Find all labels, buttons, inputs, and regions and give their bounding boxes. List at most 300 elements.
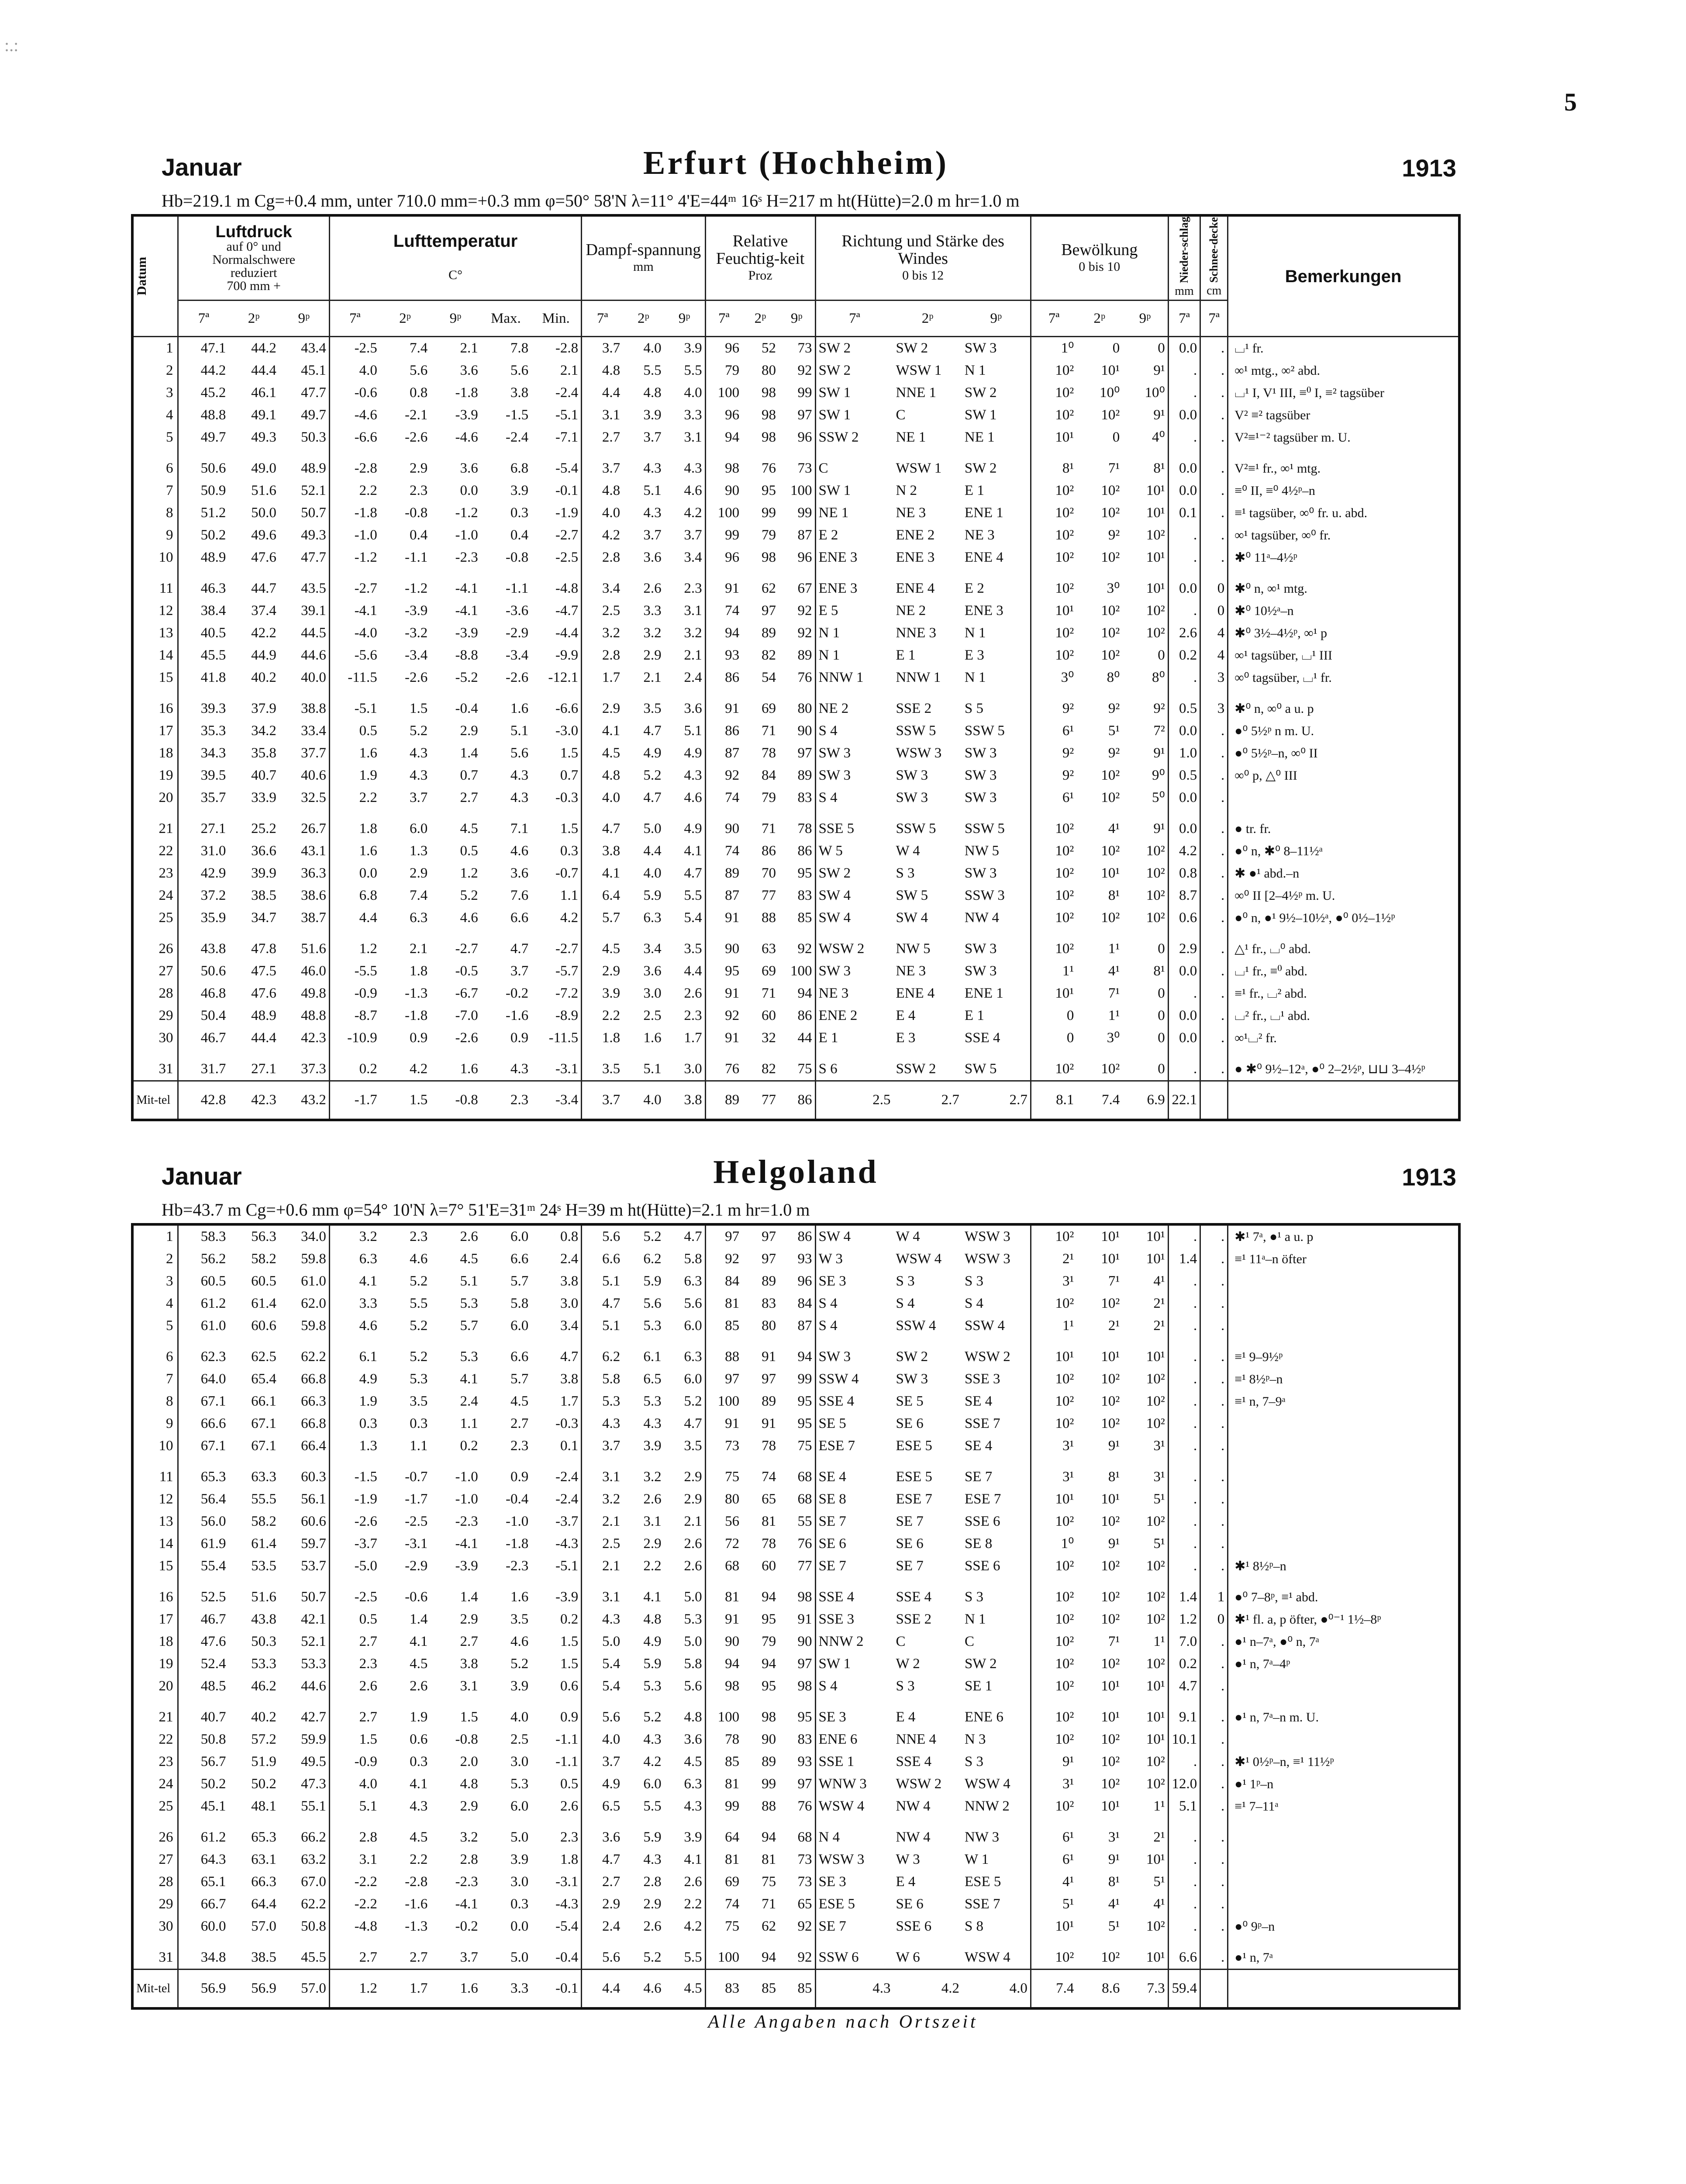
data-cell: . (1200, 1751, 1228, 1773)
data-cell: 4.3 (684, 460, 702, 477)
data-cell: 2¹ (1153, 1829, 1165, 1845)
data-cell: 9² (1108, 745, 1120, 761)
remark-cell (1228, 1292, 1459, 1315)
data-cell: 10² (1146, 1656, 1165, 1672)
data-cell: . (1200, 404, 1228, 426)
data-cell: 91 (705, 1027, 742, 1049)
data-cell: SE 4 (815, 1466, 893, 1488)
spacer-cell (329, 689, 379, 698)
table-row (132, 426, 1459, 449)
data-cell: . (1200, 426, 1228, 449)
row-spacer (132, 1697, 1459, 1706)
remark-cell: ●⁰ 9ᵖ–n (1228, 1915, 1459, 1938)
data-cell: . (1168, 1533, 1200, 1555)
data-cell: 4.1 (684, 1852, 702, 1867)
mean-cell: 3.8 (664, 1081, 706, 1120)
spacer-cell (1168, 1337, 1200, 1346)
spacer-cell (329, 569, 379, 577)
data-cell: 55.5 (251, 1491, 276, 1507)
spacer-cell (531, 1938, 581, 1946)
data-cell: 7.1 (510, 821, 529, 837)
data-cell: 4.6 (410, 1251, 428, 1267)
data-cell: 83 (797, 1731, 812, 1747)
data-cell: 82 (762, 647, 776, 663)
data-cell: -6.6 (329, 426, 379, 449)
spacer-cell (178, 1818, 228, 1826)
data-cell: 66.8 (301, 1416, 326, 1431)
remark-cell: V²≡¹ fr., ∞¹ mtg. (1228, 457, 1459, 480)
spacer-cell (481, 689, 531, 698)
data-cell: 50.6 (178, 457, 228, 480)
data-cell: -3.2 (405, 625, 428, 641)
table-row (132, 577, 1459, 600)
data-cell: 5.4 (684, 910, 702, 926)
data-cell: 3.7 (643, 429, 662, 446)
data-cell: 2.9 (460, 1611, 478, 1627)
spacer-cell (815, 809, 893, 818)
data-cell: 74 (705, 787, 742, 809)
table-row (132, 1631, 1459, 1653)
data-cell: 81 (762, 1852, 776, 1867)
spacer-cell (1168, 449, 1200, 457)
spacer-cell (481, 449, 531, 457)
data-cell: SW 3 (964, 963, 997, 979)
spacer-cell (705, 1457, 742, 1466)
spacer-cell (430, 1697, 480, 1706)
data-cell: 0.0 (1168, 1027, 1200, 1049)
data-cell: 7¹ (1108, 985, 1120, 1002)
data-cell: . (1200, 1631, 1228, 1653)
data-cell: 50.3 (251, 1634, 276, 1649)
data-cell: 75 (705, 1915, 742, 1938)
spacer-cell (893, 569, 962, 577)
data-cell: 80 (705, 1488, 742, 1510)
spacer-cell (1122, 689, 1168, 698)
remark-cell: ∞¹ mtg., ∞² abd. (1228, 359, 1459, 382)
data-cell: 90 (705, 818, 742, 840)
table-row (132, 667, 1459, 689)
data-cell: 50.9 (178, 480, 228, 502)
data-cell: N 1 (815, 622, 893, 644)
data-cell: 4.3 (643, 1852, 662, 1867)
table-row (132, 1058, 1459, 1081)
data-cell: 10² (1101, 549, 1120, 566)
data-cell: 4.7 (643, 790, 662, 806)
data-cell: 10² (1146, 1918, 1165, 1934)
data-cell: SW 1 (964, 407, 997, 423)
data-cell: 4 (1200, 622, 1228, 644)
data-cell: 40.6 (301, 767, 326, 784)
data-cell: 35.7 (178, 787, 228, 809)
data-cell: 3.2 (582, 1488, 623, 1510)
data-cell: 10² (1031, 644, 1076, 667)
data-cell: 59.9 (301, 1731, 326, 1747)
data-cell: 60.0 (178, 1915, 228, 1938)
data-cell: 0.0 (1168, 720, 1200, 742)
day-number: 5 (165, 1318, 173, 1334)
data-cell: 46.0 (301, 963, 326, 979)
data-cell: 2.3 (560, 1829, 579, 1845)
data-cell: 2.3 (410, 1229, 428, 1244)
data-cell: -0.2 (455, 1918, 478, 1934)
data-cell: 2.2 (684, 1896, 702, 1912)
data-cell: 1.5 (560, 1634, 579, 1649)
data-cell: 99 (797, 1371, 812, 1387)
data-cell: 71 (762, 1896, 776, 1912)
data-cell: 1.4 (460, 1589, 478, 1605)
erfurt-section (131, 144, 1461, 1121)
data-cell: 5.2 (643, 767, 662, 784)
data-cell: 9² (1031, 764, 1076, 787)
remark-cell: ⌴² fr., ⌴¹ abd. (1228, 1005, 1459, 1027)
data-cell: 5.6 (643, 1296, 662, 1311)
remark-cell: ⌴¹ fr. (1228, 337, 1459, 360)
data-cell: 3.9 (643, 1438, 662, 1454)
data-cell: . (1168, 982, 1200, 1005)
spacer-cell (705, 1577, 742, 1586)
spacer-cell (228, 1697, 279, 1706)
data-cell: . (1168, 1871, 1200, 1893)
data-cell: 4 (1200, 644, 1228, 667)
data-cell: -4.1 (455, 1536, 478, 1552)
spacer-cell (279, 569, 329, 577)
data-cell: SE 1 (964, 1678, 993, 1694)
data-cell: 9¹ (1108, 1852, 1120, 1867)
data-cell: WSW 4 (896, 1251, 942, 1267)
data-cell: 0 (1158, 941, 1165, 957)
data-cell: 4.5 (684, 1754, 702, 1769)
data-cell: 2.4 (460, 1393, 478, 1409)
spacer-cell (1200, 569, 1228, 577)
data-cell: 3.5 (510, 1611, 529, 1627)
spacer-cell (582, 809, 623, 818)
bemerkungen-header (1228, 215, 1459, 337)
time-subheader-t2: 2ᵖ (1076, 301, 1122, 337)
spacer-cell (893, 1577, 962, 1586)
data-cell: 2.9 (1168, 938, 1200, 960)
data-cell: SW 2 (964, 1656, 997, 1672)
data-cell: 10² (1101, 1514, 1120, 1529)
data-cell: 5.0 (582, 1631, 623, 1653)
spacer-cell (228, 1457, 279, 1466)
data-cell: E 4 (896, 1874, 916, 1890)
data-cell: 10² (1031, 1653, 1076, 1675)
data-cell: NE 1 (964, 429, 995, 446)
spacer-cell (1031, 1337, 1076, 1346)
spacer-cell (623, 1577, 664, 1586)
data-cell: -2.5 (405, 1514, 428, 1529)
data-cell: 5.9 (643, 888, 662, 904)
data-cell: 10² (1101, 625, 1120, 641)
data-cell: 3.8 (560, 1273, 579, 1289)
day-number: 26 (159, 941, 173, 957)
remark-cell: ✱⁰ n, ∞¹ mtg. (1228, 577, 1459, 600)
data-cell: 0.4 (410, 527, 428, 543)
data-cell: 10² (1031, 1706, 1076, 1728)
data-cell: 2.9 (460, 1798, 478, 1814)
data-cell: 45.5 (301, 1949, 326, 1965)
table-row (132, 1893, 1459, 1915)
data-cell: 44.2 (251, 340, 276, 356)
data-cell: 91 (705, 907, 742, 929)
data-cell: 5.8 (510, 1296, 529, 1311)
data-cell: 2.6 (460, 1229, 478, 1244)
data-cell: 4.9 (582, 1773, 623, 1795)
data-cell: S 3 (964, 1589, 984, 1605)
spacer-cell (132, 689, 178, 698)
data-cell: 4.0 (329, 359, 379, 382)
spacer-cell (1200, 809, 1228, 818)
data-cell: ENE 3 (964, 603, 1003, 619)
data-cell: 4.6 (684, 483, 702, 499)
data-cell: 2.3 (510, 1438, 529, 1454)
helgoland-section (131, 1153, 1461, 2010)
data-cell: 97 (797, 407, 812, 423)
data-cell: 60.6 (251, 1318, 276, 1334)
data-cell: -3.7 (329, 1533, 379, 1555)
data-cell: 2.8 (582, 546, 623, 569)
data-cell: -0.4 (455, 701, 478, 717)
niederschlag-label: Nieder-schlag (1178, 217, 1190, 283)
data-cell: 0.7 (460, 767, 478, 784)
data-cell: 6.3 (410, 910, 428, 926)
data-cell: 5.6 (582, 1224, 623, 1248)
data-cell: 84 (762, 767, 776, 784)
data-cell: 9² (1031, 698, 1076, 720)
remark-cell: ✱ ●¹ abd.–n (1228, 862, 1459, 885)
spacer-cell (1200, 1818, 1228, 1826)
data-cell: 89 (705, 862, 742, 885)
data-cell: 95 (705, 960, 742, 982)
data-cell: 1.5 (329, 1728, 379, 1751)
data-cell: 6¹ (1031, 1826, 1076, 1849)
data-cell: 1¹ (1031, 1315, 1076, 1337)
data-cell: 84 (705, 1270, 742, 1292)
data-cell: 4.0 (582, 502, 623, 524)
data-cell: -2.6 (405, 670, 428, 686)
table-row (132, 1488, 1459, 1510)
data-cell: -0.8 (405, 505, 428, 521)
data-cell: 62 (762, 581, 776, 597)
table-row (132, 818, 1459, 840)
data-cell: ENE 3 (815, 546, 893, 569)
data-cell: 67.1 (251, 1416, 276, 1431)
data-cell: 2.6 (1168, 622, 1200, 644)
data-cell: . (1168, 546, 1200, 569)
data-cell: 3.1 (329, 1849, 379, 1871)
data-cell: E 1 (964, 483, 984, 499)
data-cell: 27.1 (251, 1061, 276, 1077)
data-cell: 3.1 (684, 603, 702, 619)
spacer-cell (430, 1938, 480, 1946)
data-cell: SE 5 (896, 1393, 924, 1409)
data-cell: SE 7 (815, 1510, 893, 1533)
remark-cell: V² ≡² tagsüber (1228, 404, 1459, 426)
data-cell: 1.8 (410, 963, 428, 979)
data-cell: 65.3 (178, 1466, 228, 1488)
spacer-cell (815, 1049, 893, 1058)
data-cell: 8.7 (1168, 885, 1200, 907)
data-cell: -5.4 (555, 460, 579, 477)
data-cell: SSE 3 (815, 1608, 893, 1631)
spacer-cell (178, 1938, 228, 1946)
spacer-cell (380, 1457, 430, 1466)
data-cell: 72 (705, 1533, 742, 1555)
data-cell: 10² (1031, 1510, 1076, 1533)
data-cell: 1.6 (329, 742, 379, 764)
mean-cell (1200, 1970, 1228, 2009)
data-cell: . (1168, 600, 1200, 622)
data-cell: 4.3 (643, 1416, 662, 1431)
data-cell: 91 (797, 1611, 812, 1627)
spacer-cell (1122, 449, 1168, 457)
data-cell: -0.6 (405, 1589, 428, 1605)
spacer-cell (132, 1938, 178, 1946)
data-cell: -2.5 (555, 549, 579, 566)
day-number: 25 (159, 910, 173, 926)
data-cell: 5.4 (582, 1653, 623, 1675)
table-row (132, 862, 1459, 885)
mean-cell (1228, 1970, 1459, 2009)
time-subheader-t7: 7ª (1200, 301, 1228, 337)
data-cell: -4.1 (455, 581, 478, 597)
data-cell: 6.0 (510, 1229, 529, 1244)
data-cell: 4.4 (582, 382, 623, 404)
data-cell: 10² (1101, 1754, 1120, 1769)
data-cell: E 1 (815, 1027, 893, 1049)
table-row (132, 1826, 1459, 1849)
data-cell: NW 5 (964, 843, 1000, 859)
wind-header-title: Richtung und Stärke des Windes (841, 232, 1004, 268)
spacer-cell (1168, 809, 1200, 818)
data-cell: 4.5 (410, 1656, 428, 1672)
data-cell: 10² (1101, 1393, 1120, 1409)
spacer-cell (1200, 1049, 1228, 1058)
data-cell: 4.2 (410, 1061, 428, 1077)
data-cell: 88 (762, 1798, 776, 1814)
spacer-cell (279, 929, 329, 938)
spacer-cell (481, 1938, 531, 1946)
spacer-cell (430, 809, 480, 818)
spacer-cell (742, 809, 779, 818)
data-cell: 5.6 (684, 1678, 702, 1694)
data-cell: 5.3 (460, 1296, 478, 1311)
data-cell: E 4 (896, 1709, 916, 1725)
mean-cell: 42.3 (228, 1081, 279, 1120)
data-cell: 0 (1200, 600, 1228, 622)
data-cell: SE 4 (964, 1393, 993, 1409)
data-cell: NW 5 (896, 941, 931, 957)
spacer-cell (430, 449, 480, 457)
table-row (132, 524, 1459, 546)
data-cell: 52.5 (178, 1586, 228, 1608)
data-cell: SSE 2 (896, 701, 932, 717)
spacer-cell (582, 1049, 623, 1058)
data-cell: S 4 (815, 720, 893, 742)
mean-cell: 22.1 (1168, 1081, 1200, 1120)
data-cell: 62.2 (301, 1349, 326, 1365)
data-cell: -3.1 (555, 1061, 579, 1077)
data-cell: SSW 2 (815, 426, 893, 449)
data-cell: SW 3 (964, 745, 997, 761)
data-cell: 0 (1112, 340, 1120, 356)
spacer-cell (481, 1457, 531, 1466)
data-cell: -2.9 (505, 625, 529, 641)
data-cell: 4.0 (643, 865, 662, 881)
data-cell: 3.4 (643, 941, 662, 957)
data-cell: 10² (1146, 603, 1165, 619)
observation-table (131, 1223, 1461, 2010)
data-cell: 2.8 (460, 1852, 478, 1867)
data-cell: -1.0 (455, 1491, 478, 1507)
data-cell: SW 5 (964, 1061, 997, 1077)
data-cell: -1.6 (405, 1896, 428, 1912)
data-cell: 4.7 (1168, 1675, 1200, 1697)
data-cell: . (1200, 1533, 1228, 1555)
data-cell: 3.4 (582, 577, 623, 600)
data-cell: 92 (705, 1005, 742, 1027)
spacer-cell (742, 1337, 779, 1346)
spacer-cell (1168, 689, 1200, 698)
data-cell: 62.5 (251, 1349, 276, 1365)
data-cell: 5.2 (460, 888, 478, 904)
spacer-cell (531, 1818, 581, 1826)
data-cell: 1.7 (560, 1393, 579, 1409)
time-subheader-t7: 7ª (329, 301, 379, 337)
data-cell: 10² (1101, 1416, 1120, 1431)
spacer-cell (582, 1337, 623, 1346)
data-cell: SSE 2 (896, 1611, 932, 1627)
mean-cell: 3.7 (582, 1081, 623, 1120)
day-number: 25 (159, 1798, 173, 1814)
data-cell: -1.1 (505, 581, 529, 597)
data-cell: 71 (762, 723, 776, 739)
data-cell: -8.9 (555, 1008, 579, 1024)
data-cell: 32.5 (301, 790, 326, 806)
data-cell: 75 (705, 1466, 742, 1488)
data-cell: 2.6 (643, 581, 662, 597)
table-row (132, 502, 1459, 524)
data-cell: -2.2 (329, 1871, 379, 1893)
spacer-cell (623, 1818, 664, 1826)
data-cell: 3 (1200, 667, 1228, 689)
data-cell: SW 2 (815, 359, 893, 382)
data-cell: 10² (1101, 1296, 1120, 1311)
spacer-cell (1031, 1577, 1076, 1586)
data-cell: 91 (705, 1413, 742, 1435)
data-cell: . (1200, 546, 1228, 569)
data-cell: 98 (762, 1709, 776, 1725)
spacer-cell (430, 1049, 480, 1058)
data-cell: -3.1 (555, 1874, 579, 1890)
data-cell: . (1168, 1270, 1200, 1292)
time-subheader-t2: 2ᵖ (380, 301, 430, 337)
data-cell: . (1168, 1510, 1200, 1533)
data-cell: 100 (705, 1946, 742, 1970)
data-cell: 95 (762, 1611, 776, 1627)
data-cell: -1.8 (455, 385, 478, 401)
data-cell: 41.8 (178, 667, 228, 689)
spacer-cell (279, 1938, 329, 1946)
data-cell: 10² (1031, 1058, 1076, 1081)
data-cell: 6.0 (684, 1371, 702, 1387)
data-cell: 2.5 (510, 1731, 529, 1747)
data-cell: 48.8 (301, 1008, 326, 1024)
remark-cell: ∞⁰ II [2–4½ᵖ m. U. (1228, 885, 1459, 907)
mean-cell: -3.4 (531, 1081, 581, 1120)
data-cell: W 3 (815, 1248, 893, 1270)
data-cell: 97 (705, 1224, 742, 1248)
